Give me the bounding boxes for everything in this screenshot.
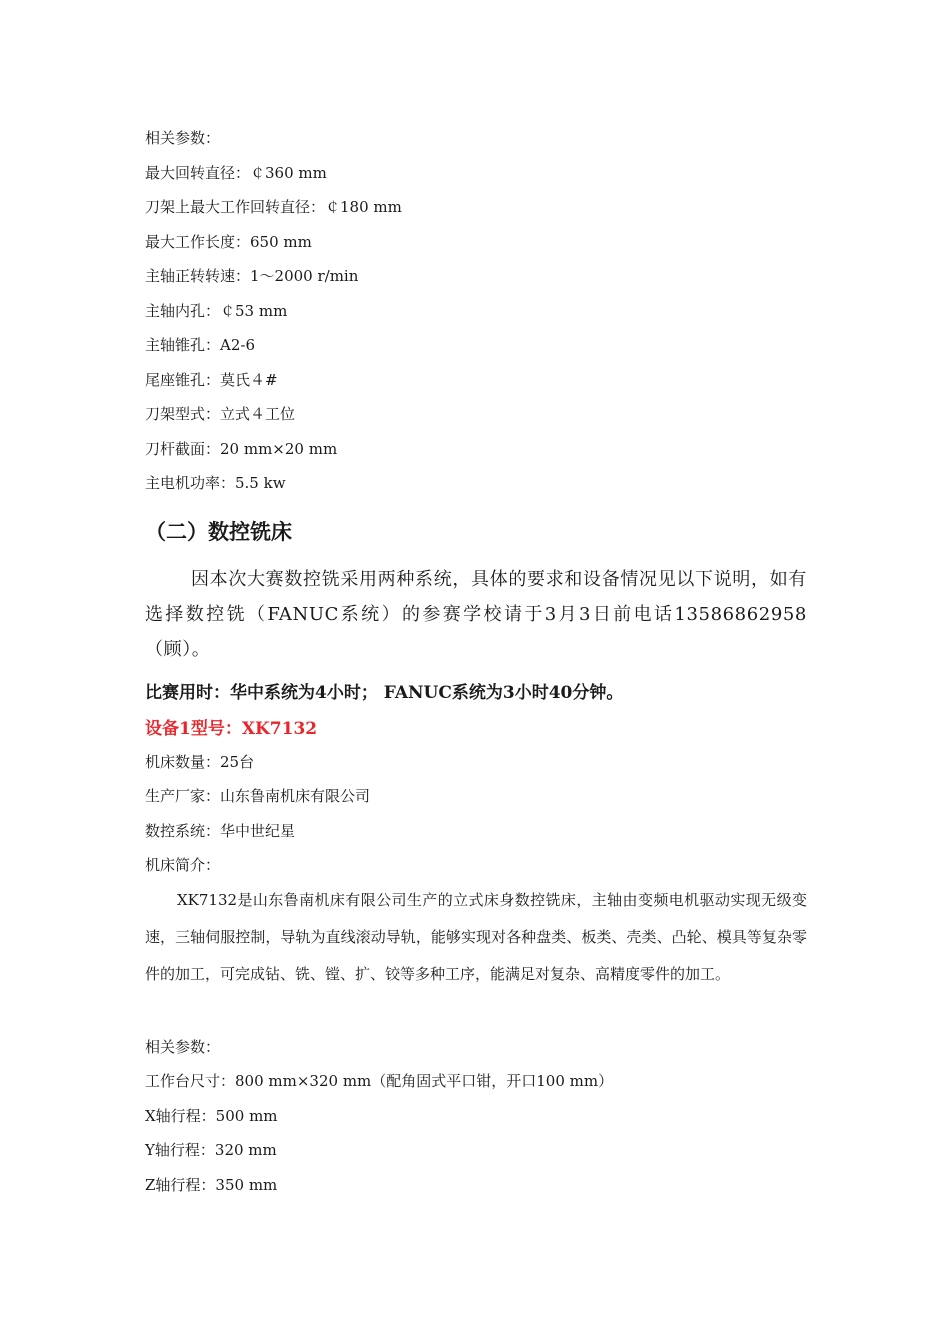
param-y-travel: Y轴行程：320 mm — [145, 1141, 277, 1159]
device-model-title: 设备1型号：XK7132 — [145, 719, 318, 739]
param-max-work-length: 最大工作长度：650 mm — [145, 233, 312, 251]
params-label-2: 相关参数： — [145, 1038, 221, 1056]
params-label: 相关参数： — [145, 129, 221, 147]
param-spindle-bore: 主轴内孔：￠53 mm — [145, 302, 288, 320]
param-tailstock-taper: 尾座锥孔：莫氏４# — [145, 371, 278, 389]
param-x-travel: X轴行程：500 mm — [145, 1107, 278, 1125]
param-spindle-speed: 主轴正转转速：1～2000 r/min — [145, 267, 359, 285]
param-max-swing-diameter: 最大回转直径：￠360 mm — [145, 164, 327, 182]
cnc-system: 数控系统：华中世纪星 — [145, 822, 296, 840]
param-tool-post-type: 刀架型式：立式４工位 — [145, 405, 296, 423]
machine-description: XK7132是山东鲁南机床有限公司生产的立式床身数控铣床，主轴由变频电机驱动实现无级变速，三轴伺服控制，导轨为直线滚动导轨，能够实现对各种盘类、板类、壳类、凸轮、模具等复杂零件的加工，可完成钻、铣、镗、扩、铰等多种工序，能满足对复杂、高精度零件的加工。 — [145, 891, 807, 983]
section-heading-cnc-milling: （二）数控铣床 — [145, 520, 292, 544]
param-z-travel: Z轴行程：350 mm — [145, 1176, 278, 1194]
machine-intro-label: 机床简介： — [145, 856, 221, 874]
param-main-motor-power: 主电机功率：5.5 kw — [145, 474, 286, 492]
competition-time-note: 比赛用时：华中系统为4小时； FANUC系统为3小时40分钟。 — [145, 683, 624, 703]
intro-paragraph: 因本次大赛数控铣采用两种系统，具体的要求和设备情况见以下说明，如有选择数控铣（FANUC系统）的参赛学校请于3月3日前电话13586862958（顾）。 — [145, 569, 807, 660]
machine-count: 机床数量：25台 — [145, 753, 255, 771]
param-spindle-taper: 主轴锥孔：A2-6 — [145, 336, 255, 354]
param-max-swing-over-carriage: 刀架上最大工作回转直径：￠180 mm — [145, 198, 402, 216]
param-tool-shank-section: 刀杆截面：20 mm×20 mm — [145, 440, 338, 458]
param-table-size: 工作台尺寸：800 mm×320 mm（配角固式平口钳，开口100 mm） — [145, 1072, 614, 1090]
manufacturer: 生产厂家：山东鲁南机床有限公司 — [145, 787, 371, 805]
